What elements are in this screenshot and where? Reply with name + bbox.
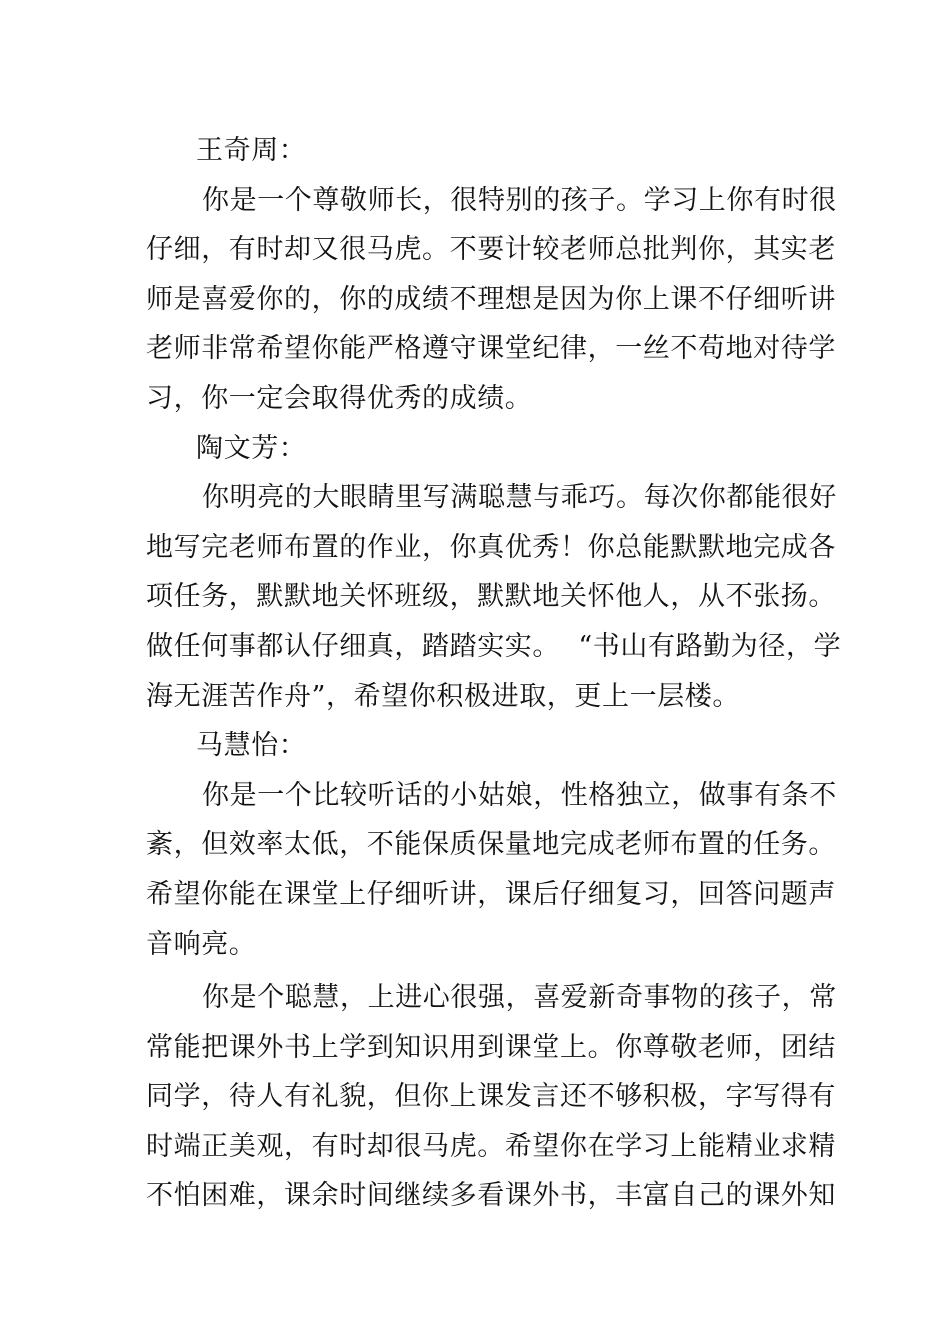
comment-paragraph <box>146 973 837 1221</box>
paragraph-line: 紊，但效率太低，不能保质保量地完成老师布置的任务。 <box>146 829 836 861</box>
paragraph-line: 习，你一定会取得优秀的成绩。 <box>146 382 533 414</box>
paragraph-line: 音响亮。 <box>146 928 257 960</box>
paragraph-line: 项任务，默默地关怀班级，默默地关怀他人，从不张扬。 <box>146 581 836 613</box>
comment-paragraph <box>146 771 837 969</box>
paragraph-line: 老师非常希望你能严格遵守课堂纪律，一丝不苟地对待学 <box>146 333 836 365</box>
paragraph-line: 做任何事都认仔细真，踏踏实实。 “书山有路勤为径，学 <box>146 630 842 662</box>
paragraph-line: 希望你能在课堂上仔细听讲，课后仔细复习，回答问题声 <box>146 878 836 910</box>
comment-paragraph <box>146 473 842 721</box>
paragraph-line: 海无涯苦作舟”，希望你积极进取，更上一层楼。 <box>146 680 741 712</box>
paragraph-line: 地写完老师布置的作业，你真优秀！你总能默默地完成各 <box>146 531 836 563</box>
student-name-heading: 王奇周： <box>196 135 307 166</box>
paragraph-line: 你明亮的大眼睛里写满聪慧与乖巧。每次你都能很好 <box>202 482 837 514</box>
paragraph-line: 你是一个比较听话的小姑娘，性格独立，做事有条不 <box>202 779 837 811</box>
student-name-heading: 马慧怡： <box>196 730 307 762</box>
paragraph-line: 不怕困难，课余时间继续多看课外书，丰富自己的课外知 <box>146 1180 836 1212</box>
paragraph-line: 仔细，有时却又很马虎。不要计较老师总批判你，其实老 <box>146 234 836 266</box>
paragraph-line: 常能把课外书上学到知识用到课堂上。你尊敬老师，团结 <box>146 1031 836 1063</box>
paragraph-line: 同学，待人有礼貌，但你上课发言还不够积极，字写得有 <box>146 1081 836 1113</box>
paragraph-line: 时端正美观，有时却很马虎。希望你在学习上能精业求精 <box>146 1130 836 1162</box>
document-body <box>146 126 842 1221</box>
paragraph-line: 你是个聪慧，上进心很强，喜爱新奇事物的孩子，常 <box>202 982 837 1014</box>
student-name-heading: 陶文芳： <box>196 432 307 464</box>
comment-paragraph <box>146 176 837 424</box>
paragraph-line: 你是一个尊敬师长，很特别的孩子。学习上你有时很 <box>202 184 837 216</box>
paragraph-line: 师是喜爱你的，你的成绩不理想是因为你上课不仔细听讲 <box>146 283 836 315</box>
